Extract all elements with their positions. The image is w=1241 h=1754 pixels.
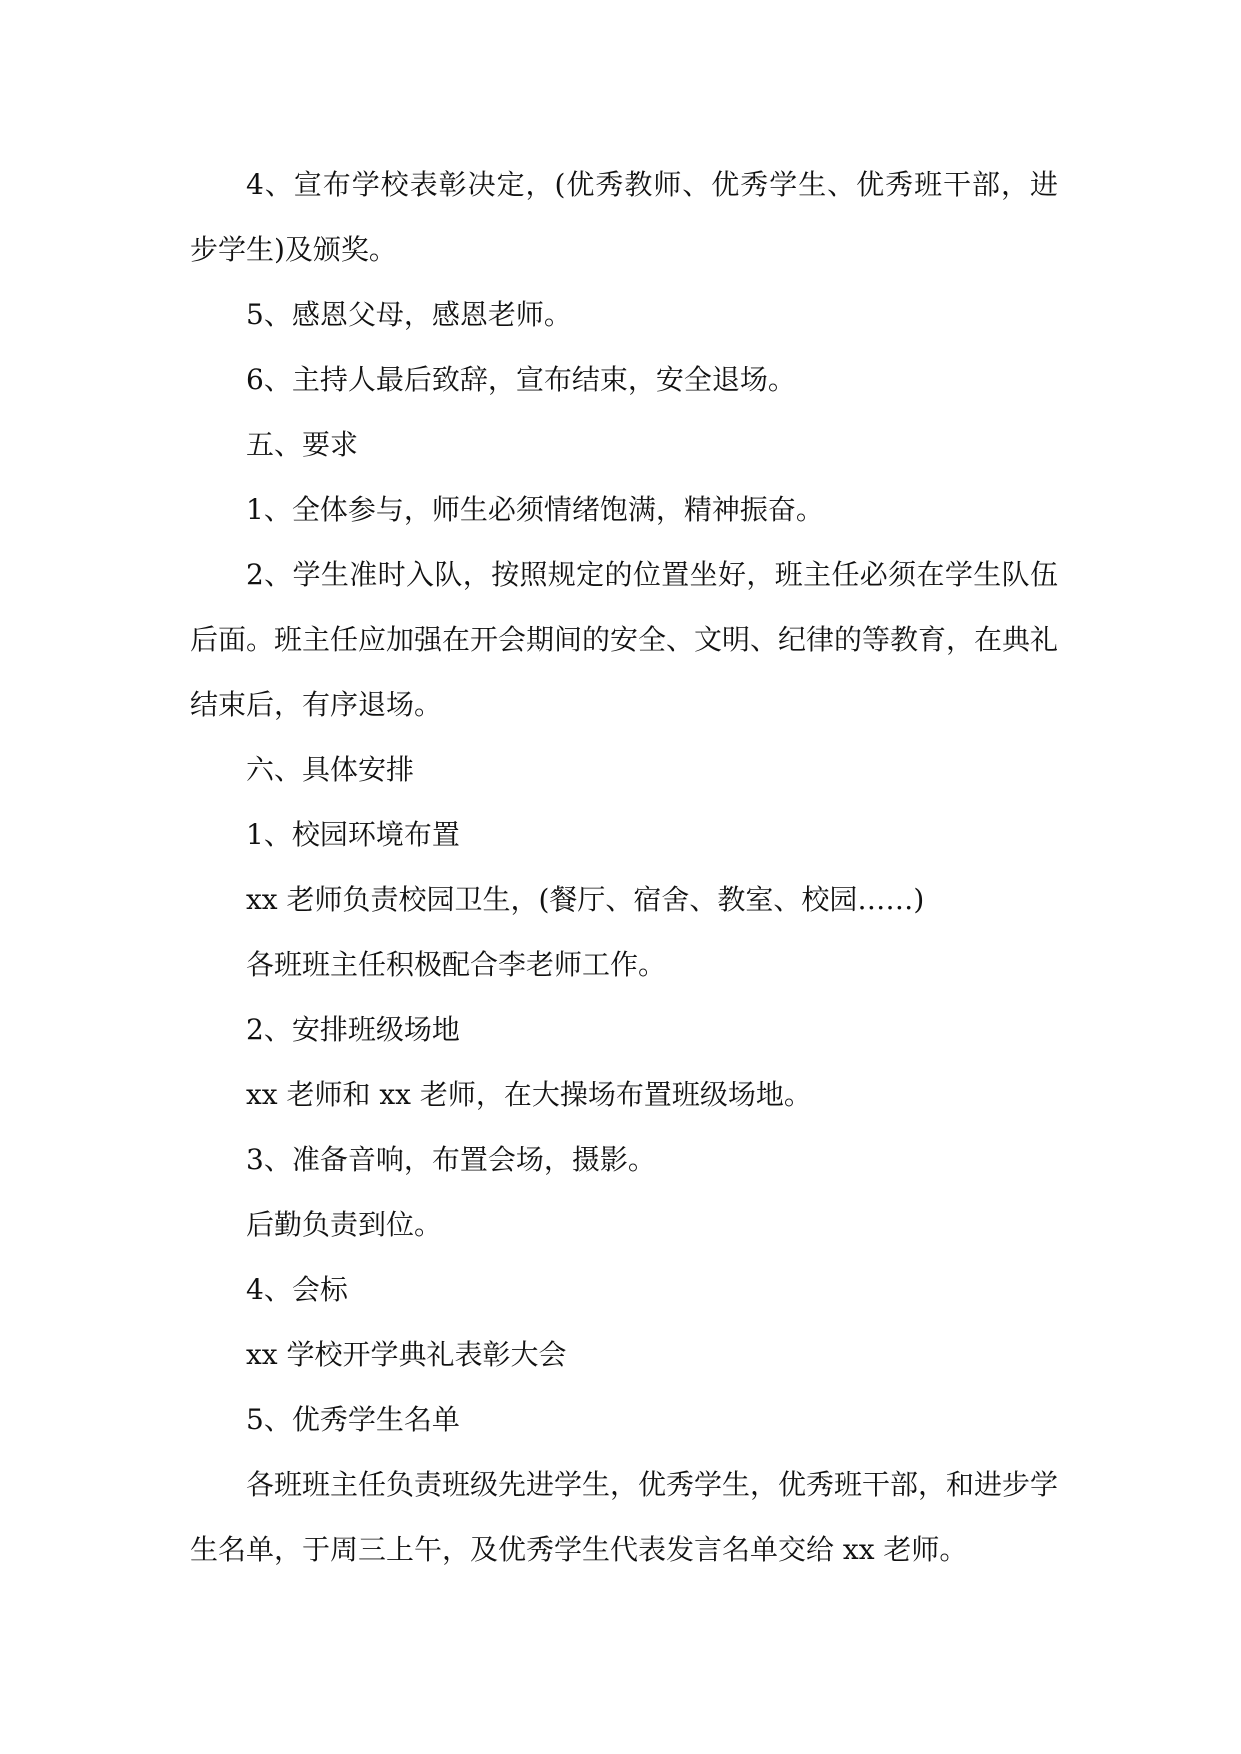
paragraph-hygiene: xx 老师负责校园卫生，(餐厅、宿舍、教室、校园……)	[246, 883, 925, 916]
paragraph-cooperation: 各班班主任积极配合李老师工作。	[246, 948, 667, 981]
paragraph-logistics: 后勤负责到位。	[246, 1208, 443, 1241]
paragraph-gratitude: 5、感恩父母，感恩老师。	[246, 298, 572, 331]
section-heading-arrangements: 六、具体安排	[246, 753, 415, 786]
item-heading-venue: 2、安排班级场地	[246, 1013, 460, 1046]
paragraph-participation: 1、全体参与，师生必须情绪饱满，精神振奋。	[246, 493, 824, 526]
item-heading-student-list: 5、优秀学生名单	[246, 1403, 460, 1436]
paragraph-awards: 4、宣布学校表彰决定，(优秀教师、优秀学生、优秀班干部，进步学生)及颁奖。	[190, 168, 1058, 266]
section-heading-requirements: 五、要求	[246, 428, 359, 461]
paragraph-closing: 6、主持人最后致辞，宣布结束，安全退场。	[246, 363, 796, 396]
item-heading-banner: 4、会标	[246, 1273, 348, 1306]
paragraph-venue: xx 老师和 xx 老师，在大操场布置班级场地。	[246, 1078, 812, 1111]
item-heading-audio: 3、准备音响，布置会场，摄影。	[246, 1143, 656, 1176]
paragraph-banner: xx 学校开学典礼表彰大会	[246, 1338, 567, 1371]
paragraph-seating: 2、学生准时入队，按照规定的位置坐好，班主任必须在学生队伍后面。班主任应加强在开会期间的安全、文明、纪律的等教育，在典礼结束后，有序退场。	[190, 558, 1059, 721]
document-page	[190, 152, 1058, 1582]
item-heading-environment: 1、校园环境布置	[246, 818, 460, 851]
paragraph-student-list: 各班班主任负责班级先进学生，优秀学生，优秀班干部，和进步学生名单，于周三上午，及优秀学生代表发言名单交给 xx 老师。	[190, 1468, 1059, 1566]
